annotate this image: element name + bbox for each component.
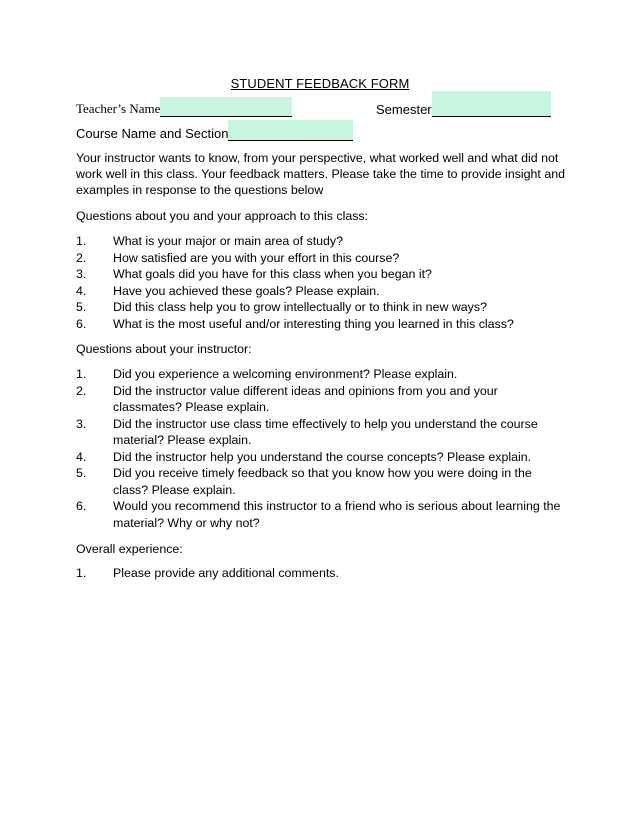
semester-label: Semester: [376, 102, 432, 117]
question-text: Did the instructor use class time effectively to help you understand the course material? Please explain.: [113, 416, 538, 447]
form-title: STUDENT FEEDBACK FORM: [230, 76, 410, 91]
list-item: [76, 366, 566, 383]
question-text: Did you experience a welcoming environment? Please explain.: [113, 367, 458, 381]
item-number: 1.: [76, 367, 87, 381]
question-text: Have you achieved these goals? Please explain.: [113, 283, 380, 298]
question-text: What is your major or main area of study?: [113, 234, 344, 248]
course-name-field[interactable]: [228, 120, 353, 141]
item-number: 4.: [76, 449, 87, 464]
list-item: [76, 316, 566, 333]
list-item: [76, 465, 566, 498]
item-number: 6.: [76, 499, 87, 513]
item-number: 2.: [76, 383, 87, 398]
course-name-label: Course Name and Section: [76, 126, 229, 141]
list-item: [76, 233, 566, 250]
question-text: How satisfied are you with your effort in this course?: [113, 250, 400, 265]
question-text: Did the instructor help you understand the course concepts? Please explain.: [113, 449, 532, 464]
question-text: Would you recommend this instructor to a friend who is serious about learning the material? Why or why not?: [113, 499, 561, 530]
section-heading-instructor: Questions about your instructor:: [76, 342, 252, 356]
list-item: [76, 383, 566, 416]
list-item: [76, 565, 566, 582]
question-list-overall: [76, 565, 566, 582]
question-text: Did you receive timely feedback so that you know how you were doing in the class? Please explain.: [113, 466, 532, 497]
item-number: 5.: [76, 466, 87, 480]
question-text: What goals did you have for this class when you began it?: [113, 267, 432, 281]
list-item: [76, 299, 566, 316]
question-text: Please provide any additional comments.: [113, 566, 339, 580]
teacher-name-row: [76, 97, 292, 117]
list-item: [76, 498, 566, 531]
item-number: 4.: [76, 283, 87, 298]
item-number: 3.: [76, 416, 87, 431]
item-number: 3.: [76, 267, 87, 281]
list-item: [76, 283, 566, 300]
list-item: [76, 266, 566, 283]
semester-row: [376, 91, 551, 117]
teacher-name-label: Teacher’s Name: [76, 101, 161, 116]
question-list-student: [76, 233, 566, 332]
question-text: Did the instructor value different ideas and opinions from you and your classmates? Please explain.: [113, 383, 498, 414]
semester-field[interactable]: [432, 91, 551, 117]
item-number: 2.: [76, 250, 87, 265]
teacher-name-field[interactable]: [160, 97, 292, 117]
item-number: 6.: [76, 316, 87, 331]
question-text: Did this class help you to grow intellectually or to think in new ways?: [113, 300, 487, 314]
section-heading-overall: Overall experience:: [76, 542, 183, 556]
section-heading-student: Questions about you and your approach to this class:: [76, 209, 369, 223]
list-item: [76, 449, 566, 466]
course-name-row: [76, 120, 353, 141]
intro-paragraph: Your instructor wants to know, from your perspective, what worked well and what did not work well in this class. Your feedback matters. Please take the time to provide insight and examples in response to the questions below: [76, 151, 565, 197]
list-item: [76, 416, 566, 449]
question-list-instructor: [76, 366, 566, 531]
question-text: What is the most useful and/or interesting thing you learned in this class?: [113, 316, 514, 331]
item-number: 1.: [76, 234, 87, 248]
item-number: 5.: [76, 300, 87, 314]
item-number: 1.: [76, 566, 87, 580]
list-item: [76, 250, 566, 267]
